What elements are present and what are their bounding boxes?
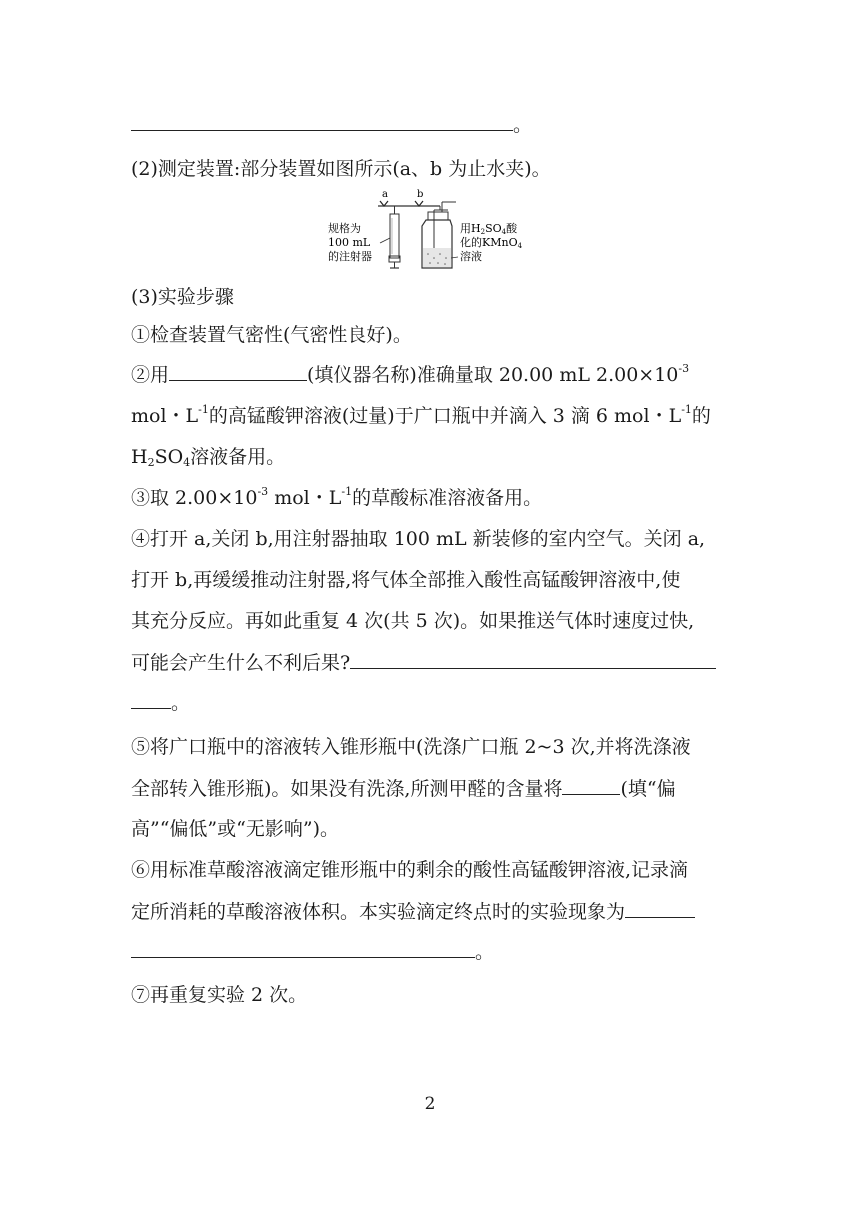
bottle-label-1: 用H2SO4酸 [460, 222, 518, 236]
step-2-line-2: mol・$L^{-1}$的高锰酸钾溶液(过量)于广口瓶中并滴入 3 滴 6 mol・$L^{-1}$的 [131, 403, 711, 427]
bottle-label-3: 溶液 [460, 250, 482, 263]
step-7: ⑦再重复实验 2 次。 [131, 984, 308, 1006]
phenomenon-blank-cont[interactable] [131, 939, 475, 958]
bottle-label-2: 化的KMnO4 [460, 236, 523, 250]
step-4-line-2: 打开 b,再缓缓推动注射器,将气体全部推入酸性高锰酸钾溶液中,使 [131, 569, 681, 591]
syringe-label-3: 的注射器 [328, 250, 372, 263]
answer-line-1: 。 [131, 112, 532, 137]
answer-blank[interactable] [131, 112, 513, 131]
clamp-b-label: b [417, 189, 424, 200]
step-6-line-1: ⑥用标准草酸溶液滴定锥形瓶中的剩余的酸性高锰酸钾溶液,记录滴 [131, 859, 689, 881]
step3-title: (3)实验步骤 [131, 286, 234, 308]
step-5-line-3: 高”“偏低”或“无影响”)。 [131, 818, 339, 840]
step-4-line-3: 其充分反应。再如此重复 4 次(共 5 次)。如果推送气体时速度过快, [131, 610, 695, 632]
clamp-a-icon [380, 201, 388, 206]
step-5-line-2: 全部转入锥形瓶)。如果没有洗涤,所测甲醛的含量将 (填“偏 [131, 778, 676, 800]
syringe-label-1: 规格为 [328, 222, 361, 235]
consequence-blank[interactable] [350, 650, 716, 669]
step-6-line-3: 。 [131, 939, 494, 964]
step-4-line-4: 可能会产生什么不利后果? [131, 650, 716, 675]
step-2-line-1: ②用 (填仪器名称)准确量取 20.00 mL $2.00\times 10^{-3}$ [131, 362, 690, 386]
effect-blank[interactable] [562, 776, 620, 795]
consequence-blank-cont[interactable] [131, 690, 171, 709]
step-4-line-1: ④打开 a,关闭 b,用注射器抽取 100 mL 新装修的室内空气。关闭 a, [131, 528, 706, 550]
step-6-line-2: 定所消耗的草酸溶液体积。本实验滴定终点时的实验现象为 [131, 899, 695, 924]
step-2-line-3: $H_2SO_4$溶液备用。 [131, 446, 286, 469]
step2-title: (2)测定装置:部分装置如图所示(a、b 为止水夹)。 [131, 158, 551, 180]
instrument-blank[interactable] [169, 362, 307, 381]
step-5-line-1: ⑤将广口瓶中的溶液转入锥形瓶中(洗涤广口瓶 2~3 次,并将洗涤液 [131, 736, 691, 758]
apparatus-figure [320, 188, 540, 274]
step-1: ①检查装置气密性(气密性良好)。 [131, 324, 412, 346]
step-3: ③取 $2.00\times 10^{-3}$ mol・$L^{-1}$的草酸标准溶液备用。 [131, 485, 543, 509]
syringe-label-2: 100 mL [328, 236, 371, 249]
step-4-line-5: 。 [131, 690, 190, 715]
syringe-icon [390, 214, 399, 258]
clamp-a-label: a [382, 189, 388, 200]
page-number: 2 [424, 1094, 436, 1114]
phenomenon-blank[interactable] [625, 899, 695, 918]
clamp-b-icon [415, 201, 423, 206]
